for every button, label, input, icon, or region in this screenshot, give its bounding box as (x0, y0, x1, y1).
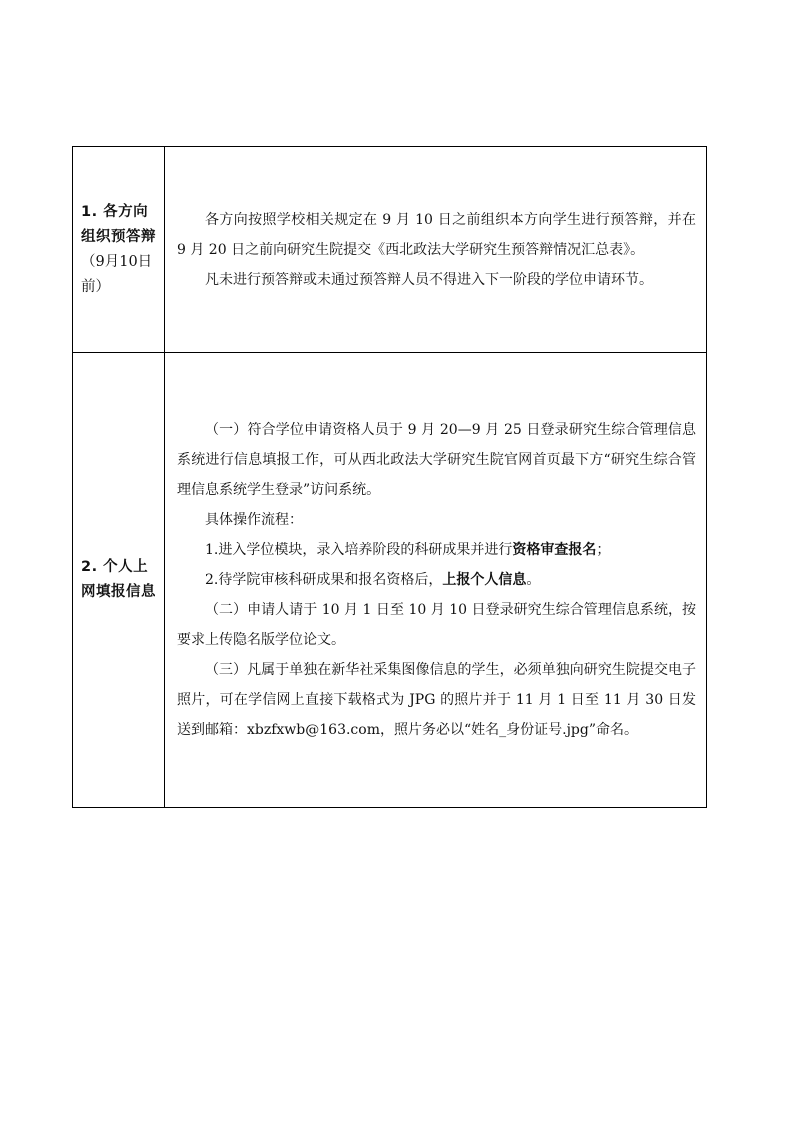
paragraph: （三）凡属于单独在新华社采集图像信息的学生，必须单独向研究生院提交电子照片，可在学信网上直接下载格式为 JPG 的照片并于 11 月 1 日至 11 月 30 日发送到邮箱：xbzfxwb@163.com，照片务必以“姓名_身份证号.jpg”命名。 (177, 662, 696, 738)
text: 2.待学院审核科研成果和报名资格后， (205, 572, 443, 588)
row-heading (73, 147, 165, 353)
text: 1.进入学位模块，录入培养阶段的科研成果并进行 (205, 542, 513, 558)
bold-text: 资格审查报名 (512, 542, 597, 558)
paragraph (177, 565, 696, 595)
row-content (165, 147, 707, 353)
paragraph: 具体操作流程： (205, 512, 303, 528)
paragraph: （一）符合学位申请资格人员于 9 月 20—9 月 25 日登录研究生综合管理信息系统进行信息填报工作，可从西北政法大学研究生院官网首页最下方“研究生综合管理信息系统学生登录”访问系统。 (177, 422, 696, 498)
text: 。 (526, 572, 541, 588)
paragraph (177, 535, 696, 565)
paragraph: 凡未进行预答辩或未通过预答辩人员不得进入下一阶段的学位申请环节。 (205, 271, 653, 288)
paragraph: 各方向按照学校相关规定在 9 月 10 日之前组织本方向学生进行预答辩，并在 9 月 20 日之前向研究生院提交《西北政法大学研究生预答辩情况汇总表》。 (177, 211, 696, 258)
row-heading-bold: 2. 个人上网填报信息 (81, 559, 156, 600)
table-row (73, 353, 707, 808)
paragraph: （二）申请人请于 10 月 1 日至 10 月 10 日登录研究生综合管理信息系统，按要求上传隐名版学位论文。 (177, 602, 696, 648)
row-heading (73, 353, 165, 808)
row-heading-bold: 1. 各方向组织预答辩 (81, 203, 156, 245)
info-table (72, 146, 707, 808)
table-row (73, 147, 707, 353)
bold-text: 上报个人信息 (442, 572, 527, 588)
text: ； (596, 542, 611, 558)
row-content (165, 353, 707, 808)
row-heading-date: （9月10日前） (81, 253, 153, 295)
